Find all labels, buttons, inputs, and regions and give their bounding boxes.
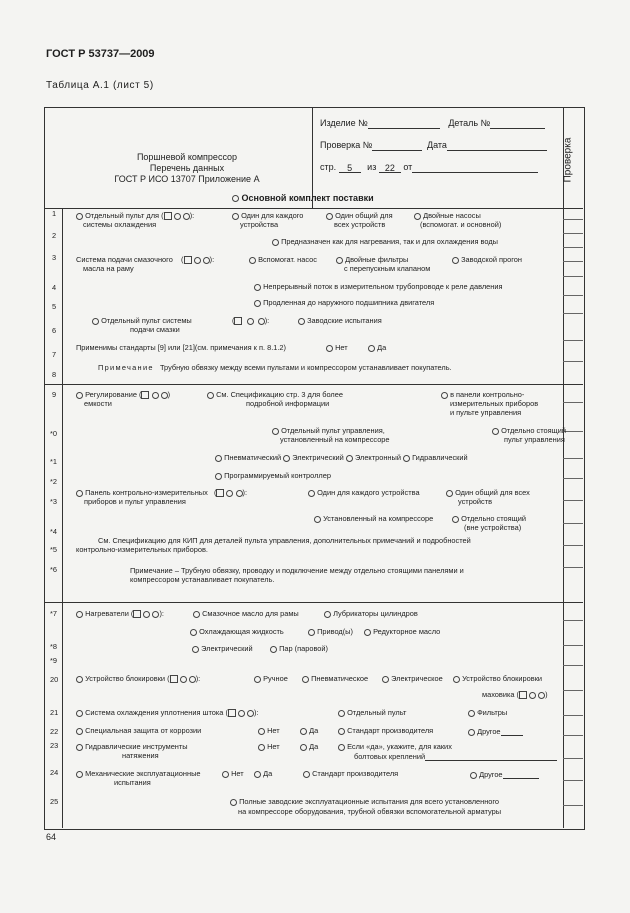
- row23-line2: натяжения: [122, 751, 159, 760]
- circle-icon[interactable]: [143, 611, 150, 618]
- row9-see-spec-line2: подробной информации: [246, 399, 330, 408]
- line-number: *4: [50, 527, 57, 536]
- radio-icon[interactable]: [249, 257, 256, 264]
- row1-one-common-line2: всех устройств: [334, 220, 386, 229]
- row9-capacity: емкости: [84, 399, 112, 408]
- row22-corrosion[interactable]: Специальная защита от коррозии: [76, 726, 201, 735]
- row7-no[interactable]: Нет: [326, 343, 348, 352]
- circle-icon[interactable]: [152, 392, 159, 399]
- line-number: 20: [50, 675, 59, 684]
- row2-heat-cool[interactable]: Предназначен как для нагревания, так и для охлаждения воды: [272, 237, 498, 246]
- ot-field[interactable]: [412, 163, 538, 173]
- section-title: Основной комплект поставки: [232, 193, 374, 204]
- line-number: 2: [52, 231, 57, 240]
- square-icon[interactable]: [234, 317, 242, 325]
- line-number: *0: [50, 429, 57, 438]
- row22-no[interactable]: Нет: [258, 726, 280, 735]
- radio-icon[interactable]: [452, 257, 459, 264]
- line-number: 6: [52, 326, 57, 335]
- row23-bolts-field[interactable]: [425, 751, 557, 761]
- row22-mfr-standard[interactable]: Стандарт производителя: [338, 726, 433, 735]
- line-number: *1: [50, 457, 57, 466]
- row21-rod-cooling[interactable]: Система охлаждения уплотнения штока ( ):: [76, 708, 259, 717]
- circle-icon[interactable]: [226, 490, 233, 497]
- row20-lock-device[interactable]: Устройство блокировки ( ):: [76, 674, 200, 683]
- page-number: 64: [46, 832, 57, 842]
- radio-icon[interactable]: [446, 490, 453, 497]
- square-icon[interactable]: [519, 691, 527, 699]
- row24-yes[interactable]: Да: [254, 769, 272, 778]
- radio-icon[interactable]: [254, 771, 261, 778]
- izdelie-field[interactable]: [368, 119, 440, 129]
- title-line3: ГОСТ Р ИСО 13707 Приложение А: [114, 174, 260, 184]
- radio-icon[interactable]: [76, 744, 83, 751]
- title-bottom-line: [44, 208, 583, 209]
- row24-other[interactable]: Другое: [470, 769, 539, 779]
- circle-icon[interactable]: [189, 676, 196, 683]
- radio-icon[interactable]: [92, 318, 99, 325]
- line-number: 25: [50, 797, 59, 806]
- row14-freestanding[interactable]: Отдельно стоящий: [452, 514, 526, 523]
- detal-field[interactable]: [490, 119, 545, 129]
- row1-one-each-line2: устройства: [240, 220, 279, 229]
- radio-icon[interactable]: [382, 676, 389, 683]
- row15-text-line2: контрольно-измерительных приборов.: [76, 545, 208, 554]
- radio-icon[interactable]: [324, 611, 331, 618]
- radio-icon[interactable]: [258, 744, 265, 751]
- section-divider-1: [44, 384, 583, 385]
- row16-note-line2: компрессором устанавливает покупатель.: [130, 575, 275, 584]
- radio-icon[interactable]: [76, 676, 83, 683]
- line-number: 5: [52, 302, 57, 311]
- row18-coolant[interactable]: Охлаждающая жидкость: [190, 627, 284, 636]
- line-number: 24: [50, 768, 59, 777]
- radio-icon[interactable]: [326, 213, 333, 220]
- circle-icon[interactable]: [203, 257, 210, 264]
- line-number: 4: [52, 283, 57, 292]
- line-number: *6: [50, 565, 57, 574]
- row23-bolts: болтовых креплений: [354, 751, 557, 761]
- line-number: *2: [50, 477, 57, 486]
- circle-icon[interactable]: [529, 692, 536, 699]
- radio-icon[interactable]: [326, 345, 333, 352]
- square-icon[interactable]: [184, 256, 192, 264]
- row23-yes[interactable]: Да: [300, 742, 318, 751]
- circle-icon[interactable]: [258, 318, 265, 325]
- row3-factory-run[interactable]: Заводской прогон: [452, 255, 522, 264]
- radio-icon[interactable]: [283, 455, 290, 462]
- row12-plc[interactable]: Программируемый контроллер: [215, 471, 331, 480]
- radio-icon[interactable]: [338, 744, 345, 751]
- row9-in-panel-line3: и пульте управления: [450, 408, 522, 417]
- row20-flywheel: маховика ( ): [482, 690, 548, 699]
- radio-icon[interactable]: [314, 516, 321, 523]
- radio-icon[interactable]: [468, 710, 475, 717]
- row3-dual-filters-line2: с перепускным клапаном: [344, 264, 431, 273]
- radio-icon[interactable]: [207, 392, 214, 399]
- circle-icon[interactable]: [538, 692, 545, 699]
- radio-icon[interactable]: [76, 710, 83, 717]
- row13-one-common-line2: устройств: [458, 497, 493, 506]
- proverka-label: Проверка №: [320, 140, 373, 150]
- row22-other[interactable]: Другое: [468, 726, 523, 736]
- row24-line2: испытания: [114, 778, 151, 787]
- radio-icon[interactable]: [452, 516, 459, 523]
- row17-heaters[interactable]: Нагреватели ( ):: [76, 609, 164, 618]
- radio-icon[interactable]: [303, 771, 310, 778]
- row11-control-types: Пневматический Электрический Электронный Гидравлический: [215, 453, 468, 462]
- row9-see-spec[interactable]: См. Спецификацию стр. 3 для более: [207, 390, 343, 399]
- radio-icon[interactable]: [222, 771, 229, 778]
- row1-dual-pumps[interactable]: Двойные насосы: [414, 211, 481, 220]
- row7-standards: Применимы стандарты [9] или [21](см. примечания к п. 8.1.2): [76, 343, 286, 352]
- square-icon[interactable]: [164, 212, 172, 220]
- row25-full-tests[interactable]: Полные заводские эксплуатационные испытания для всего установленного: [230, 797, 499, 806]
- row3-oil-system: Система подачи смазочного ( ):: [76, 255, 215, 264]
- circle-icon[interactable]: [194, 257, 201, 264]
- row17-lubricators[interactable]: Лубрикаторы цилиндров: [324, 609, 418, 618]
- row23-hydraulic-tools[interactable]: Гидравлические инструменты: [76, 742, 188, 751]
- row10-panel-on-compressor[interactable]: Отдельный пульт управления,: [272, 426, 385, 435]
- ot-label: от: [403, 162, 413, 172]
- radio-icon[interactable]: [230, 799, 237, 806]
- square-icon[interactable]: [133, 610, 141, 618]
- row3-oil-system-line2: масла на раму: [83, 264, 134, 273]
- line-number: *5: [50, 545, 57, 554]
- circle-icon[interactable]: [183, 213, 190, 220]
- row9-in-panel-line2: измерительных приборов: [450, 399, 539, 408]
- radio-icon[interactable]: [258, 728, 265, 735]
- line-number: 1: [52, 209, 57, 218]
- row7-yes[interactable]: Да: [368, 343, 386, 352]
- radio-icon[interactable]: [368, 345, 375, 352]
- row13-one-common[interactable]: Один общий для всех: [446, 488, 530, 497]
- row1-dual-pumps-line2: (вспомогат. и основной): [420, 220, 502, 229]
- row20-electric[interactable]: Электрическое: [382, 674, 443, 683]
- row6-separate-lube-panel[interactable]: Отдельный пульт системы: [92, 316, 192, 325]
- circle-icon[interactable]: [180, 676, 187, 683]
- square-icon[interactable]: [141, 391, 149, 399]
- radio-icon[interactable]: [302, 676, 309, 683]
- row22-yes[interactable]: Да: [300, 726, 318, 735]
- line-number: 22: [50, 727, 59, 736]
- line-number: 3: [52, 253, 57, 262]
- circle-icon[interactable]: [152, 611, 159, 618]
- line-number: *7: [50, 609, 57, 618]
- radio-icon[interactable]: [76, 771, 83, 778]
- radio-icon[interactable]: [308, 490, 315, 497]
- row15-text: См. Спецификацию для КИП для деталей пульта управления, дополнительных примечаний и подробностей: [98, 536, 471, 545]
- radio-icon[interactable]: [190, 629, 197, 636]
- row1-cooling-label: системы охлаждения: [83, 220, 157, 229]
- radio-icon[interactable]: [272, 428, 279, 435]
- data-label: Дата: [426, 140, 447, 150]
- check-column-divider: [563, 107, 564, 828]
- radio-icon[interactable]: [364, 629, 371, 636]
- row4-continuous-flow[interactable]: Непрерывный поток в измерительном трубопроводе к реле давления: [254, 282, 502, 291]
- row13-one-each[interactable]: Один для каждого устройства: [308, 488, 420, 497]
- radio-icon[interactable]: [76, 213, 83, 220]
- radio-icon[interactable]: [192, 646, 199, 653]
- square-icon[interactable]: [170, 675, 178, 683]
- proverka-column-header: Проверка: [562, 137, 574, 183]
- line-number: 23: [50, 741, 59, 750]
- radio-icon[interactable]: [76, 611, 83, 618]
- row9-in-panel[interactable]: в панели контрольно-: [441, 390, 524, 399]
- radio-icon[interactable]: [403, 455, 410, 462]
- row20-manual[interactable]: Ручное: [254, 674, 288, 683]
- row9-regulation[interactable]: Регулирование ( ): [76, 390, 170, 399]
- str-value[interactable]: 5: [339, 163, 361, 173]
- document-header: ГОСТ Р 53737—2009: [46, 48, 155, 60]
- radio-icon[interactable]: [453, 676, 460, 683]
- iz-value[interactable]: 22: [379, 163, 401, 173]
- row10-line2: установленный на компрессоре: [280, 435, 390, 444]
- row20-pneumatic[interactable]: Пневматическое: [302, 674, 368, 683]
- row8-note: Примечание Трубную обвязку между всеми пультами и компрессором устанавливает покупатель.: [98, 363, 452, 372]
- line-number: *8: [50, 642, 57, 651]
- radio-icon[interactable]: [346, 455, 353, 462]
- row24-mfr-standard[interactable]: Стандарт производителя: [303, 769, 398, 778]
- row14-freestanding-line2: (вне устройства): [464, 523, 522, 532]
- row14-on-compressor[interactable]: Установленный на компрессоре: [314, 514, 433, 523]
- radio-icon[interactable]: [441, 392, 448, 399]
- izdelie-label: Изделие №: [320, 118, 368, 128]
- circle-icon[interactable]: [238, 710, 245, 717]
- radio-icon[interactable]: [300, 728, 307, 735]
- radio-icon[interactable]: [232, 195, 239, 202]
- str-label: стр.: [320, 162, 337, 172]
- number-column-divider: [62, 208, 63, 828]
- row5-extended[interactable]: Продленная до наружного подшипника двигателя: [254, 298, 434, 307]
- row19-electric[interactable]: Электрический: [192, 644, 253, 653]
- radio-icon[interactable]: [468, 729, 475, 736]
- data-field[interactable]: [447, 141, 547, 151]
- title-line2: Перечень данных: [149, 163, 225, 173]
- line-number: 9: [52, 390, 57, 399]
- circle-icon[interactable]: [161, 392, 168, 399]
- row1-one-each[interactable]: Один для каждого: [232, 211, 303, 220]
- row24-mech-tests[interactable]: Механические эксплуатационные: [76, 769, 201, 778]
- radio-icon[interactable]: [232, 213, 239, 220]
- row23-if-yes[interactable]: Если «да», укажите, для каких: [338, 742, 452, 751]
- radio-icon[interactable]: [215, 473, 222, 480]
- row25-line2: на компрессоре оборудования, трубной обвязки вспомогательной арматуры: [238, 807, 502, 816]
- row17-frame-oil[interactable]: Смазочное масло для рамы: [193, 609, 299, 618]
- radio-icon[interactable]: [414, 213, 421, 220]
- square-icon[interactable]: [228, 709, 236, 717]
- radio-icon[interactable]: [308, 629, 315, 636]
- row13-line2: приборов и пульт управления: [84, 497, 186, 506]
- row1-one-common[interactable]: Один общий для: [326, 211, 393, 220]
- row16-note: Примечание – Трубную обвязку, проводку и подключение между отдельно стоящими панелями и: [130, 566, 464, 575]
- radio-icon[interactable]: [254, 676, 261, 683]
- section-divider-2: [44, 602, 583, 603]
- line-number: 21: [50, 708, 59, 717]
- radio-icon[interactable]: [270, 646, 277, 653]
- radio-icon[interactable]: [254, 300, 261, 307]
- row24-no[interactable]: Нет: [222, 769, 244, 778]
- row18-gear-oil[interactable]: Редукторное масло: [364, 627, 440, 636]
- radio-icon[interactable]: [338, 710, 345, 717]
- iz-label: из: [367, 162, 377, 172]
- row22-other-field[interactable]: [501, 726, 523, 736]
- proverka-field[interactable]: [372, 141, 422, 151]
- row6-line2: подачи смазки: [130, 325, 180, 334]
- line-number: *9: [50, 656, 57, 665]
- radio-icon[interactable]: [254, 284, 261, 291]
- radio-icon[interactable]: [336, 257, 343, 264]
- row23-no[interactable]: Нет: [258, 742, 280, 751]
- radio-icon[interactable]: [76, 490, 83, 497]
- line-number: 7: [52, 350, 57, 359]
- row13-instrument-panel[interactable]: Панель контрольно-измерительных ( ):: [76, 488, 247, 497]
- circle-icon[interactable]: [174, 213, 181, 220]
- radio-icon[interactable]: [338, 728, 345, 735]
- radio-icon[interactable]: [193, 611, 200, 618]
- line-number: 8: [52, 370, 57, 379]
- radio-icon[interactable]: [492, 428, 499, 435]
- row24-other-field[interactable]: [503, 769, 539, 779]
- row19-steam[interactable]: Пар (паровой): [270, 644, 328, 653]
- radio-icon[interactable]: [76, 392, 83, 399]
- table-caption: Таблица А.1 (лист 5): [46, 80, 154, 91]
- radio-icon[interactable]: [215, 455, 222, 462]
- radio-icon[interactable]: [470, 772, 477, 779]
- row3-dual-filters[interactable]: Двойные фильтры: [336, 255, 408, 264]
- row6-factory-tests[interactable]: Заводские испытания: [298, 316, 382, 325]
- circle-icon[interactable]: [236, 490, 243, 497]
- row1-separate-panel[interactable]: Отдельный пульт для ( ):: [76, 211, 194, 220]
- row18-drives[interactable]: Привод(ы): [308, 627, 353, 636]
- row21-filters[interactable]: Фильтры: [468, 708, 507, 717]
- square-icon[interactable]: [216, 489, 224, 497]
- radio-icon[interactable]: [298, 318, 305, 325]
- radio-icon[interactable]: [300, 744, 307, 751]
- radio-icon[interactable]: [76, 728, 83, 735]
- circle-icon[interactable]: [247, 710, 254, 717]
- row6-options: ( ):: [232, 316, 270, 325]
- circle-icon[interactable]: [247, 318, 254, 325]
- row10-freestanding[interactable]: Отдельно стоящий: [492, 426, 566, 435]
- radio-icon[interactable]: [272, 239, 279, 246]
- row10-freestanding-line2: пульт управления: [504, 435, 565, 444]
- line-number: *3: [50, 497, 57, 506]
- title-line1: Поршневой компрессор: [136, 152, 238, 162]
- row20-flywheel-lock[interactable]: Устройство блокировки: [453, 674, 542, 683]
- detal-label: Деталь №: [448, 118, 491, 128]
- row21-separate-panel[interactable]: Отдельный пульт: [338, 708, 406, 717]
- row3-aux-pump[interactable]: Вспомогат. насос: [249, 255, 317, 264]
